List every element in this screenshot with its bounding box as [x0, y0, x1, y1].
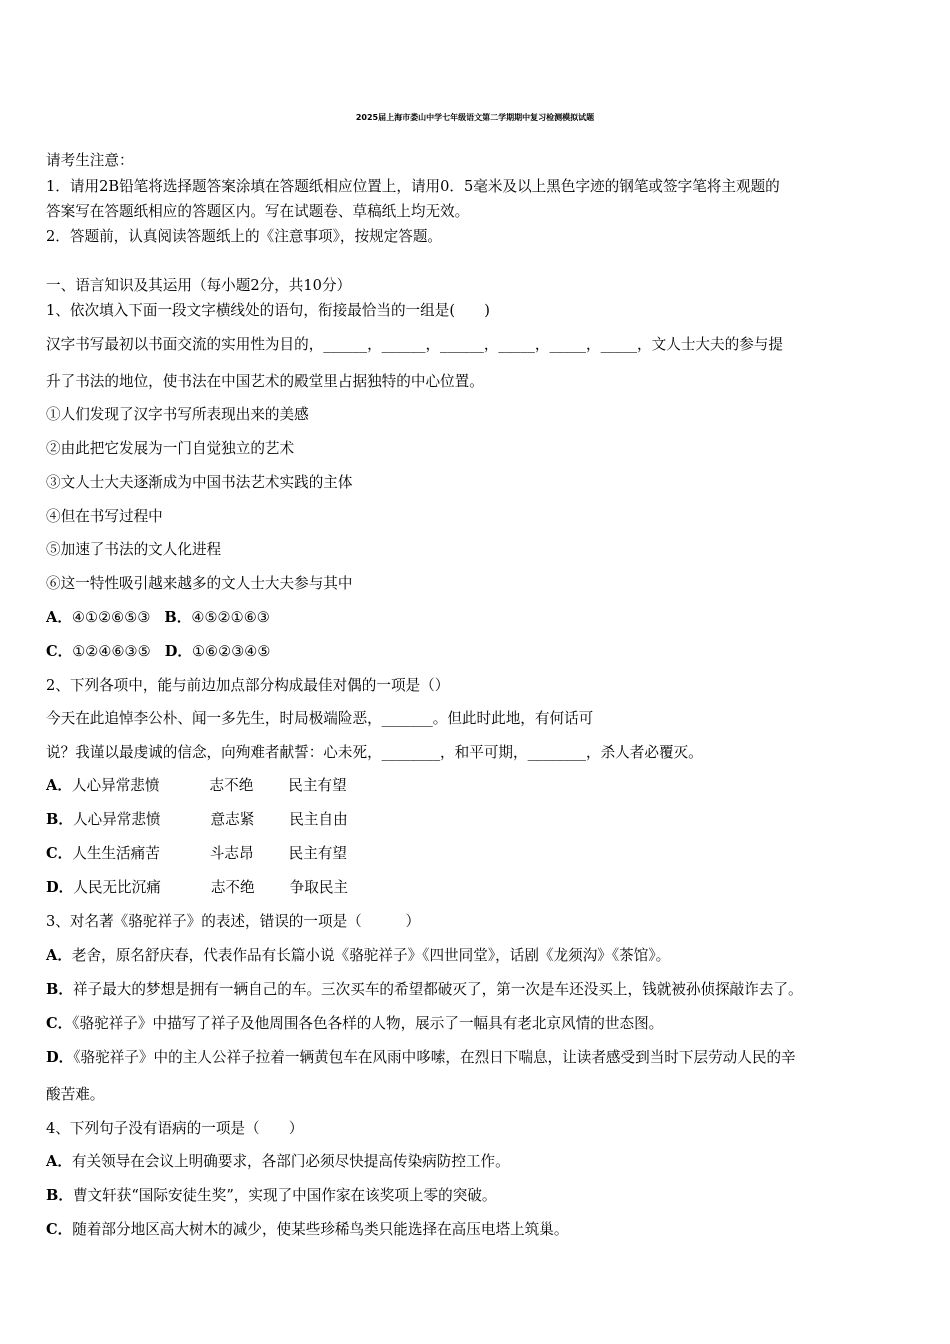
q1-item-4: ④但在书写过程中: [46, 508, 163, 525]
q2-option-d-col3: 争取民主: [289, 879, 349, 896]
section-heading: 一、语言知识及其运用（每小题2分，共10分）: [46, 277, 352, 294]
option-label: D．: [46, 879, 74, 896]
q1-item-2: ②由此把它发展为一门自觉独立的艺术: [46, 440, 295, 457]
q1-option-b: ④⑤②①⑥③: [191, 609, 270, 626]
option-label: D．: [164, 643, 192, 660]
q4-stem: 4、下列句子没有语病的一项是（ ）: [46, 1120, 304, 1137]
q3-option-d-cont: 酸苦难。: [46, 1086, 105, 1103]
q2-option-a-col1: 人心异常悲愤: [71, 777, 160, 794]
option-label: D．: [46, 1049, 74, 1066]
option-label: B．: [46, 1187, 73, 1204]
q2-option-d: [46, 879, 348, 897]
notice-heading: 请考生注意：: [46, 152, 134, 169]
option-label: A．: [46, 947, 72, 964]
q1-options-cd: [46, 643, 270, 661]
q2-option-d-col2: 志不绝: [210, 879, 255, 896]
q3-stem: 3、对名著《骆驼祥子》的表述，错误的一项是（ ）: [46, 913, 421, 930]
q3-option-d-text: 《骆驼祥子》中的主人公祥子拉着一辆黄包车在风雨中哆嗦，在烈日下喘息，让读者感受到当时下层劳动人民的辛: [73, 1049, 796, 1066]
q2-stem: 2、下列各项中，能与前边加点部分构成最佳对偶的一项是（）: [46, 677, 450, 694]
q2-option-b-col3: 民主自由: [289, 811, 348, 828]
q2-option-a-col3: 民主有望: [288, 777, 347, 794]
q2-option-c-col3: 民主有望: [288, 845, 347, 862]
q4-option-c-text: 随着部分地区高大树木的减少，使某些珍稀鸟类只能选择在高压电塔上筑巢。: [72, 1221, 569, 1238]
notice-item-1-cont: 答案写在答题纸相应的答题区内。写在试题卷、草稿纸上均无效。: [46, 203, 470, 220]
q4-option-c: [46, 1221, 568, 1239]
notice-item-2: 2．答题前，认真阅读答题纸上的《注意事项》，按规定答题。: [46, 228, 443, 245]
option-label: B．: [46, 981, 73, 998]
option-label: A．: [46, 609, 72, 626]
option-label: B．: [46, 811, 73, 828]
option-label: C．: [46, 1015, 73, 1032]
q1-item-6: ⑥这一特性吸引越来越多的文人士大夫参与其中: [46, 575, 353, 592]
q2-option-a: [46, 777, 347, 795]
option-label: B．: [164, 609, 192, 626]
page-title: 2025届上海市娄山中学七年级语文第二学期期中复习检测模拟试题: [355, 113, 595, 122]
q2-option-a-col2: 志不绝: [209, 777, 254, 794]
q1-item-3: ③文人士大夫逐渐成为中国书法艺术实践的主体: [46, 474, 353, 491]
q1-passage-cont: 升了书法的地位，使书法在中国艺术的殿堂里占据独特的中心位置。: [46, 373, 484, 390]
q2-option-b-col2: 意志紧: [210, 811, 255, 828]
option-label: A．: [46, 777, 72, 794]
q4-option-b: [46, 1187, 497, 1205]
q3-option-d: [46, 1049, 796, 1067]
q2-option-c-col1: 人生生活痛苦: [72, 845, 160, 862]
q3-option-b: [46, 981, 803, 999]
q2-option-b: [46, 811, 348, 829]
option-label: C．: [46, 643, 73, 660]
q4-option-b-text: 曹文轩获“国际安徒生奖”，实现了中国作家在该奖项上零的突破。: [72, 1187, 497, 1204]
q3-option-c: [46, 1015, 663, 1033]
q1-option-c: ①②④⑥③⑤: [72, 643, 151, 660]
q2-passage-cont: 说？我谨以最虔诚的信念，向殉难者献誓：心未死，________，和平可期，________，杀人者必覆灭。: [46, 744, 703, 761]
q2-option-d-col1: 人民无比沉痛: [73, 879, 161, 896]
q1-option-d: ①⑥②③④⑤: [191, 643, 271, 660]
q1-item-1: ①人们发现了汉字书写所表现出来的美感: [46, 406, 309, 423]
q3-option-a-text: 老舍，原名舒庆春，代表作品有长篇小说《骆驼祥子》《四世同堂》，话剧《龙须沟》《茶馆》。: [71, 947, 671, 964]
option-label: A．: [46, 1153, 72, 1170]
option-label: C．: [46, 1221, 73, 1238]
q4-option-a-text: 有关领导在会议上明确要求，各部门必须尽快提高传染病防控工作。: [71, 1153, 510, 1170]
q3-option-b-text: 祥子最大的梦想是拥有一辆自己的车。三次买车的希望都破灭了，第一次是车还没买上，钱就被孙侦探敲诈去了。: [72, 981, 803, 998]
q1-options-ab: [46, 609, 270, 627]
q3-option-a: [46, 947, 670, 965]
q2-option-b-col1: 人心异常悲愤: [72, 811, 161, 828]
q1-option-a: ④①②⑥⑤③: [71, 609, 151, 626]
q3-option-c-text: 《骆驼祥子》中描写了祥子及他周围各色各样的人物，展示了一幅具有老北京风情的世态图。: [72, 1015, 664, 1032]
q2-option-c-col2: 斗志昂: [209, 845, 254, 862]
notice-item-1: 1．请用2B铅笔将选择题答案涂填在答题纸相应位置上，请用0．5毫米及以上黑色字迹的钢笔或签字笔将主观题的: [46, 178, 780, 195]
option-label: C．: [46, 845, 73, 862]
q2-option-c: [46, 845, 347, 863]
q2-passage: 今天在此追悼李公朴、闻一多先生，时局极端险恶，_______。但此时此地，有何话可: [46, 710, 594, 727]
q4-option-a: [46, 1153, 510, 1171]
q1-item-5: ⑤加速了书法的文人化进程: [46, 541, 222, 558]
q1-passage: 汉字书写最初以书面交流的实用性为目的，______，______，______，_____，_____，_____，文人士大夫的参与提: [46, 336, 783, 353]
q1-stem: 1、依次填入下面一段文字横线处的语句，衔接最恰当的一组是( ): [46, 302, 490, 319]
